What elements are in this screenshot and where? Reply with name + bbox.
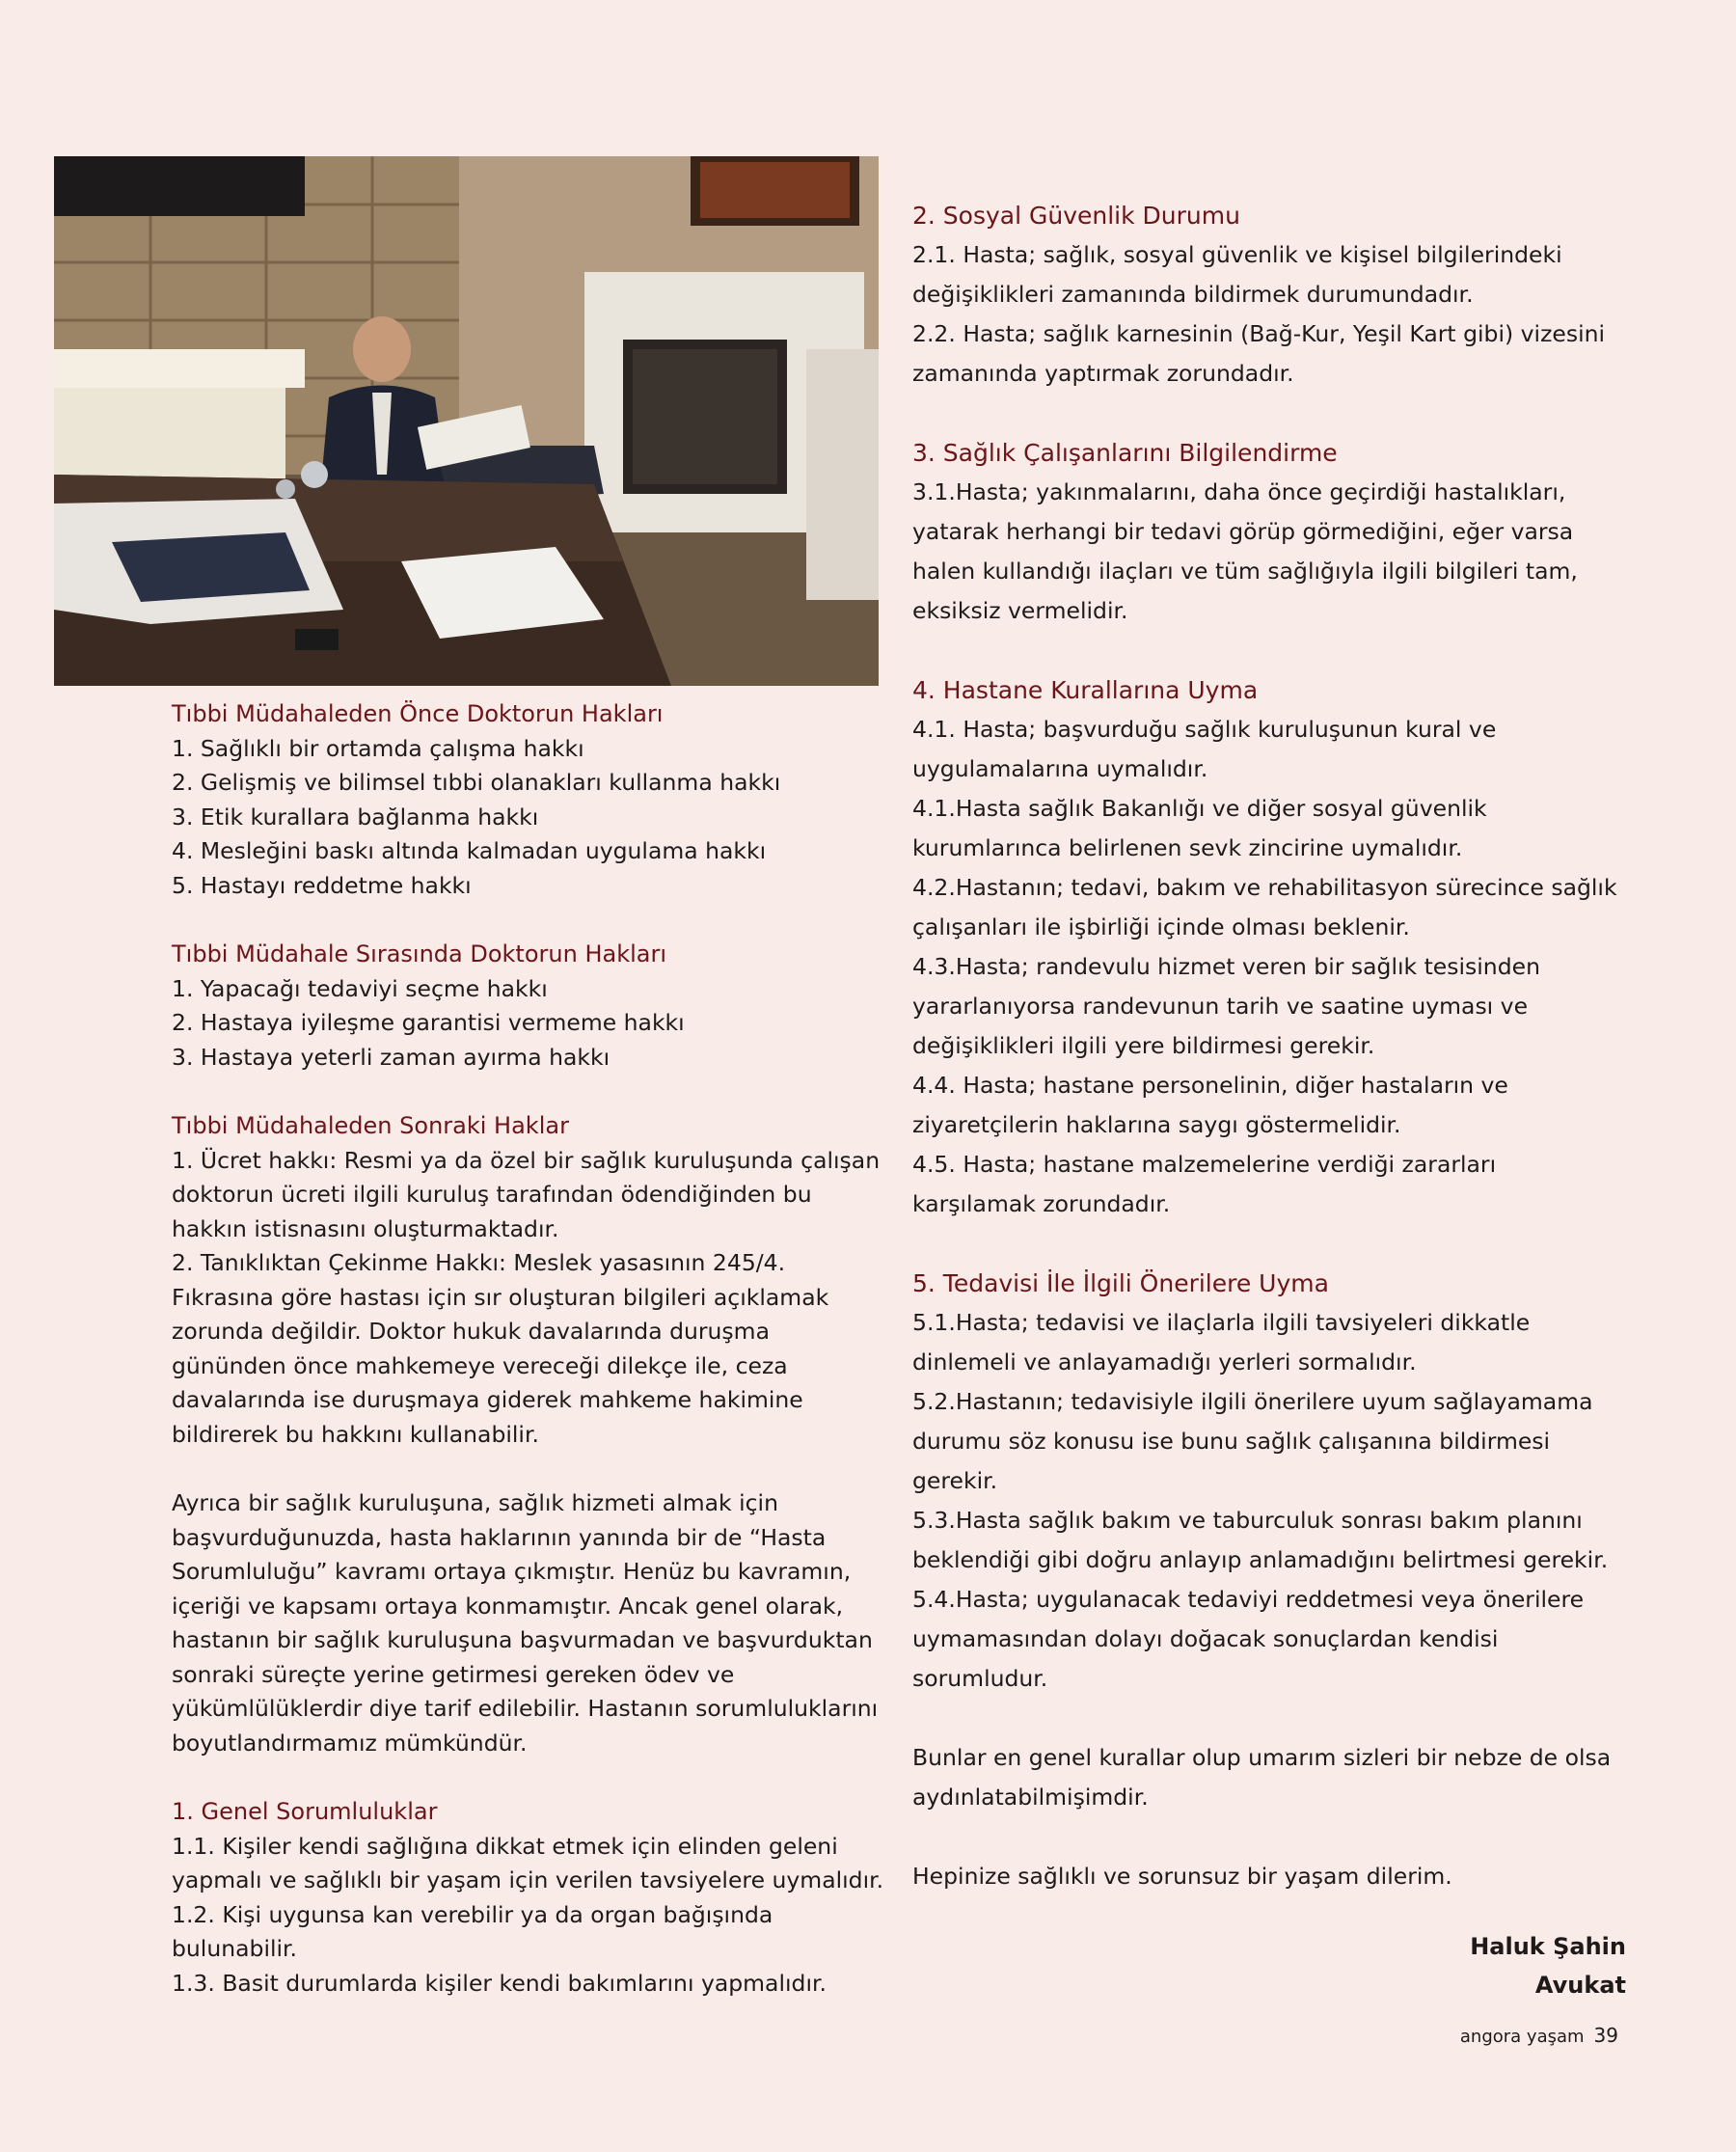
paragraph: 4.4. Hasta; hastane personelinin, diğer hastaların ve ziyaretçilerin haklarına saygı göstermelidir. <box>912 1072 1508 1138</box>
intro-paragraph: Ayrıca bir sağlık kuruluşuna, sağlık hizmeti almak için başvurduğunuzda, hasta haklarının yanında bir de “Hasta Sorumluluğu” kavramı ortaya çıkmıştır. Henüz bu kavramın, içeriği ve kapsamı ortaya konmamıştır. Ancak genel olarak, hastanın bir sağlık kuruluşuna başvurmadan ve başvurduktan sonraki süreçte yerine getirmesi gereken ödev ve yükümlülüklerdir diye tarif edilebilir. Hastanın sorumluluklarını boyutlandırmamız mümkündür. <box>172 1489 879 1757</box>
author-title: Avukat <box>1534 1972 1626 1999</box>
paragraph: 3.1.Hasta; yakınmalarını, daha önce geçirdiği hastalıkları, yatarak herhangi bir tedavi görüp görmediğini, eğer varsa halen kullandığı ilaçları ve tüm sağlığıyla ilgili bilgileri tam, eksiksiz vermelidir. <box>912 478 1578 624</box>
author-name: Haluk Şahin <box>1470 1933 1626 1960</box>
list-item: 4. Mesleğini baskı altında kalmadan uygulama hakkı <box>172 837 767 864</box>
paragraph: 2.1. Hasta; sağlık, sosyal güvenlik ve kişisel bilgilerindeki değişiklikleri zamanında bildirmek durumundadır. <box>912 241 1562 308</box>
list-item: 3. Etik kurallara bağlanma hakkı <box>172 803 539 831</box>
left-column <box>172 697 885 2001</box>
section-title-after: Tıbbi Müdahaleden Sonraki Haklar <box>172 1112 569 1139</box>
list-item: 2. Gelişmiş ve bilimsel tıbbi olanakları kullanma hakkı <box>172 769 781 796</box>
paragraph: 4.5. Hasta; hastane malzemelerine verdiği zararları karşılamak zorundadır. <box>912 1151 1497 1217</box>
section-title-social: 2. Sosyal Güvenlik Durumu <box>912 202 1240 230</box>
paragraph: 5.4.Hasta; uygulanacak tedaviyi reddetmesi veya önerilere uymamasından dolayı doğacak sonuçlardan kendisi sorumludur. <box>912 1586 1585 1692</box>
right-column <box>912 196 1626 2004</box>
office-photo <box>54 156 879 686</box>
page-number: 39 <box>1593 2024 1618 2047</box>
paragraph: 4.3.Hasta; randevulu hizmet veren bir sağlık tesisinden yararlanıyorsa randevunun tarih ve saatine uyması ve değişiklikleri ilgili yere bildirmesi gerekir. <box>912 953 1540 1059</box>
section-title-before: Tıbbi Müdahaleden Önce Doktorun Hakları <box>172 700 664 727</box>
closing-paragraph: Hepinize sağlıklı ve sorunsuz bir yaşam dilerim. <box>912 1863 1452 1890</box>
list-item: 2. Hastaya iyileşme garantisi vermeme hakkı <box>172 1009 685 1036</box>
section-title-treatment: 5. Tedavisi İle İlgili Önerilere Uyma <box>912 1269 1329 1297</box>
paragraph: 5.3.Hasta sağlık bakım ve taburculuk sonrası bakım planını beklendiği gibi doğru anlayıp anlamadığını belirtmesi gerekir. <box>912 1507 1609 1573</box>
list-item: 1. Yapacağı tedaviyi seçme hakkı <box>172 974 548 1002</box>
section-title-inform: 3. Sağlık Çalışanlarını Bilgilendirme <box>912 439 1338 467</box>
paragraph: 5.1.Hasta; tedavisi ve ilaçlarla ilgili tavsiyeleri dikkatle dinlemeli ve anlayamadığı yerleri sormalıdır. <box>912 1309 1531 1376</box>
paragraph: 2.2. Hasta; sağlık karnesinin (Bağ-Kur, Yeşil Kart gibi) vizesini zamanında yaptırmak zorundadır. <box>912 320 1606 387</box>
paragraph: 1.2. Kişi uygunsa kan verebilir ya da organ bağışında bulunabilir. <box>172 1900 773 1962</box>
paragraph: 1. Ücret hakkı: Resmi ya da özel bir sağlık kuruluşunda çalışan doktorun ücreti ilgili kuruluş tarafından ödendiğinden bu hakkın istisnasını oluşturmaktadır. <box>172 1146 881 1242</box>
list-item: 1. Sağlıklı bir ortamda çalışma hakkı <box>172 734 584 762</box>
paragraph: 1.1. Kişiler kendi sağlığına dikkat etmek için elinden geleni yapmalı ve sağlıklı bir yaşam için verilen tavsiyelere uymalıdır. <box>172 1832 884 1893</box>
list-item: 5. Hastayı reddetme hakkı <box>172 871 472 899</box>
paragraph: 4.2.Hastanın; tedavi, bakım ve rehabilitasyon sürecince sağlık çalışanları ile işbirliği içinde olması beklenir. <box>912 874 1617 940</box>
paragraph: 4.1.Hasta sağlık Bakanlığı ve diğer sosyal güvenlik kurumlarınca belirlenen sevk zincirine uymalıdır. <box>912 795 1487 861</box>
paragraph: 1.3. Basit durumlarda kişiler kendi bakımlarını yapmalıdır. <box>172 1969 827 1997</box>
section-title-general: 1. Genel Sorumluluklar <box>172 1798 438 1825</box>
section-title-during: Tıbbi Müdahale Sırasında Doktorun Hakları <box>172 940 666 967</box>
list-before <box>172 732 885 904</box>
closing-paragraph: Bunlar en genel kurallar olup umarım sizleri bir nebze de olsa aydınlatabilmişimdir. <box>912 1744 1612 1811</box>
magazine-name: angora yaşam <box>1459 2027 1585 2047</box>
list-during <box>172 972 885 1076</box>
paragraph: 5.2.Hastanın; tedavisiyle ilgili önerilere uyum sağlayamama durumu söz konusu ise bunu sağlık çalışanına bildirmesi gerekir. <box>912 1388 1593 1494</box>
paragraph: 2. Tanıklıktan Çekinme Hakkı: Meslek yasasının 245/4. Fıkrasına göre hastası için sır oluşturan bilgileri açıklamak zorunda değildir. Doktor hukuk davalarında duruşma gününden önce mahkemeye vereceği dilekçe ile, ceza davalarında ise duruşmaya giderek mahkeme hakimine bildirerek bu hakkını kullanabilir. <box>172 1249 829 1448</box>
page-footer <box>1460 2024 1618 2047</box>
paragraph: 4.1. Hasta; başvurduğu sağlık kuruluşunun kural ve uygulamalarına uymalıdır. <box>912 716 1497 782</box>
section-title-hospital: 4. Hastane Kurallarına Uyma <box>912 676 1259 704</box>
list-item: 3. Hastaya yeterli zaman ayırma hakkı <box>172 1043 610 1071</box>
